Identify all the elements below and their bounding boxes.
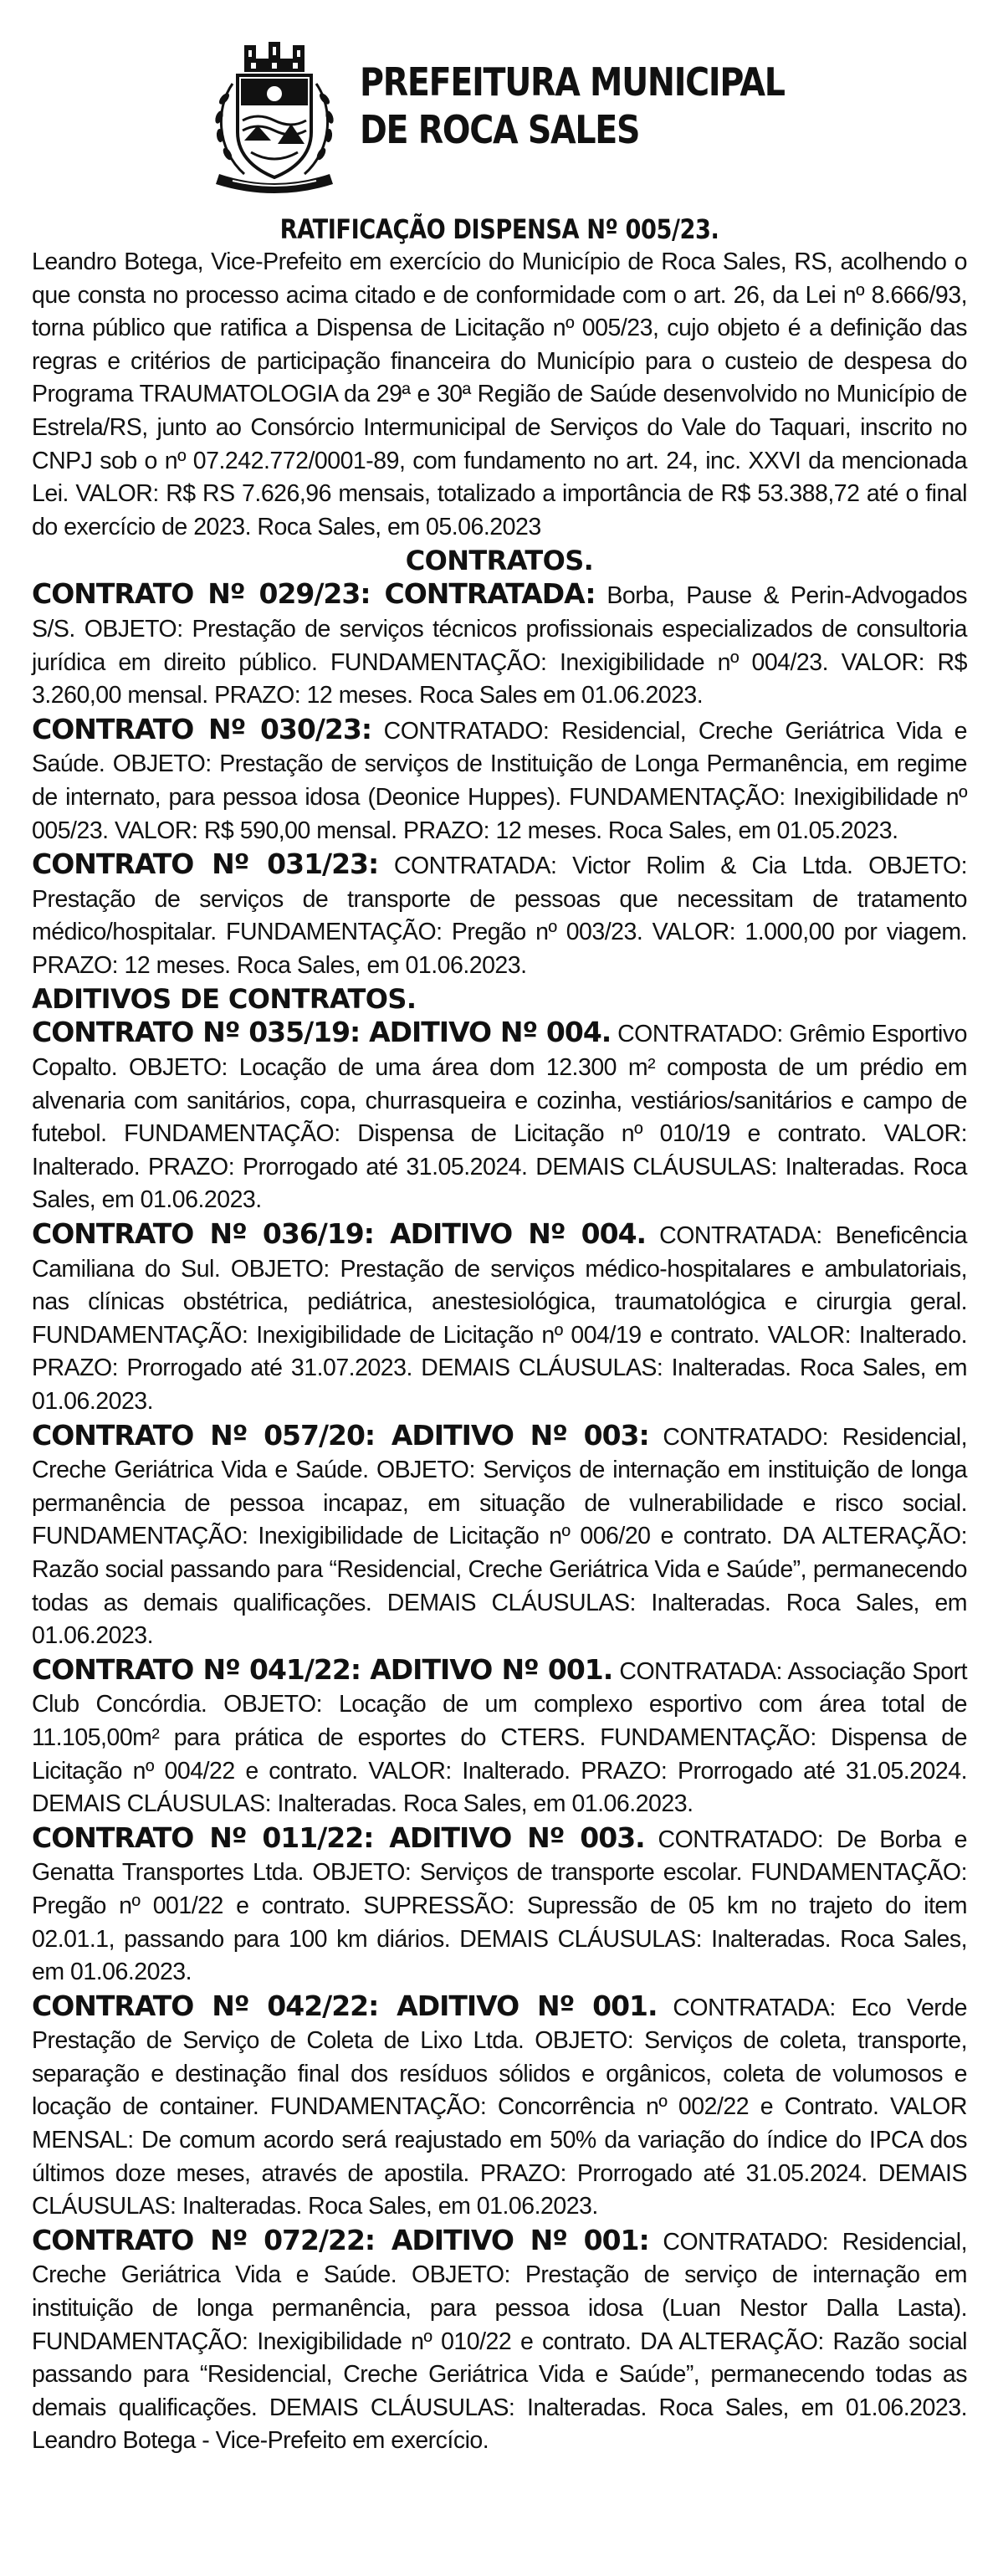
amendment-heading: CONTRATO Nº 072/22: ADITIVO Nº 001: xyxy=(32,2223,649,2256)
amendment-entry xyxy=(32,1419,967,1653)
amendment-heading: CONTRATO Nº 042/22: ADITIVO Nº 001. xyxy=(32,1989,658,2022)
amendment-heading: CONTRATO Nº 057/20: ADITIVO Nº 003: xyxy=(32,1418,649,1452)
amendment-entry xyxy=(32,1217,967,1419)
contract-text: CONTRATADO: Residencial, Creche Geriátrica Vida e Saúde. OBJETO: Prestação de serviços de Instituição de Longa Permanência, em regime de internato, para pessoa idosa (Deonice Huppes). FUNDAMENTAÇÃO: Inexigibilidade nº 005/23. VALOR: R$ 590,00 mensal. PRAZO: 12 meses. Roca Sales, em 01.05.2023. xyxy=(32,717,967,844)
amendment-entry xyxy=(32,1653,967,1821)
municipal-coat-of-arms-icon xyxy=(207,40,341,196)
amendment-heading: CONTRATO Nº 041/22: ADITIVO Nº 001. xyxy=(32,1652,613,1686)
amendment-text: CONTRATADA: Eco Verde Prestação de Serviço de Coleta de Lixo Ltda. OBJETO: Serviços de coleta, transporte, separação e destinação final dos resíduos sólidos e orgânicos, coleta de volumosos e locação de container. FUNDAMENTAÇÃO: Concorrência nº 002/22 e Contrato. VALOR MENSAL: De comum acordo será reajustado em 50% da variação do índice do IPCA dos últimos doze meses, através de apostila. PRAZO: Prorrogado até 31.05.2024. DEMAIS CLÁUSULAS: Inalteradas. Roca Sales, em 01.06.2023. xyxy=(32,1994,967,2220)
ratificacao-title: RATIFICAÇÃO DISPENSA Nº 005/23. xyxy=(279,213,719,245)
aditivos-title: ADITIVOS DE CONTRATOS. xyxy=(32,983,417,1016)
amendment-entry xyxy=(32,2224,967,2458)
amendment-text: CONTRATADO: Residencial, Creche Geriátrica Vida e Saúde. OBJETO: Prestação de serviço de internação em instituição de longa permanência, para pessoa idosa (Luan Nestor Dalla Lasta). FUNDAMENTAÇÃO: Inexigibilidade nº 010/22 e contrato. DA ALTERAÇÃO: Razão social passando para “Residencial, Creche Geriátrica Vida e Saúde”, permanecendo todas as demais qualificações. DEMAIS CLÁUSULAS: Inalteradas. Roca Sales, em 01.06.2023. Leandro Botega - Vice-Prefeito em exercício. xyxy=(32,2228,967,2455)
amendment-entry xyxy=(32,1990,967,2224)
contract-entry xyxy=(32,713,967,848)
amendment-text: CONTRATADO: Residencial, Creche Geriátrica Vida e Saúde. OBJETO: Serviços de internação em instituição de longa permanência de pessoa incapaz, em situação de vulnerabilidade e risco social. FUNDAMENTAÇÃO: Inexigibilidade de Licitação nº 006/20 e contrato. DA ALTERAÇÃO: Razão social passando para “Residencial, Creche Geriátrica Vida e Saúde”, permanecendo todas as demais qualificações. DEMAIS CLÁUSULAS: Inalteradas. Roca Sales, em 01.06.2023. xyxy=(32,1423,967,1650)
amendment-text: CONTRATADO: Grêmio Esportivo Copalto. OBJETO: Locação de uma área dom 12.300 m² composta de um prédio em alvenaria com sanitários, copa, churrasqueira e cozinha, vestiários/sanitários e campo de futebol. FUNDAMENTAÇÃO: Dispensa de Licitação nº 010/19 e contrato. VALOR: Inalterado. PRAZO: Prorrogado até 31.05.2024. DEMAIS CLÁUSULAS: Inalteradas. Roca Sales, em 01.06.2023. xyxy=(32,1021,967,1214)
publication-page xyxy=(32,40,967,2458)
amendment-heading: CONTRATO Nº 036/19: ADITIVO Nº 004. xyxy=(32,1217,647,1251)
organization-name-line2: DE ROCA SALES xyxy=(360,107,640,152)
amendment-entry xyxy=(32,1821,967,1990)
ratificacao-body: Leandro Botega, Vice-Prefeito em exercício do Município de Roca Sales, RS, acolhendo o que consta no processo acima citado e de conformidade com o art. 26, da Lei nº 8.666/93, torna público que ratifica a Dispensa de Licitação nº 005/23, cujo objeto é a definição das regras e critérios de participação financeira do Município para o custeio de despesa do Programa TRAUMATOLOGIA da 29ª e 30ª Região de Saúde desenvolvido no Município de Estrela/RS, junto ao Consórcio Intermunicipal de Serviços do Vale do Taquari, inscrito no CNPJ sob o nº 07.242.772/0001-89, com fundamento no art. 24, inc. XXVI da mencionada Lei. VALOR: R$ RS 7.626,96 mensais, totalizado a importância de R$ 53.388,72 até o final do exercício de 2023. Roca Sales, em 05.06.2023 xyxy=(32,248,967,540)
contract-heading: CONTRATO Nº 031/23: xyxy=(32,848,379,881)
contract-heading: CONTRATO Nº 029/23: CONTRATADA: xyxy=(32,577,596,611)
organization-name-line1: PREFEITURA MUNICIPAL xyxy=(360,59,785,105)
amendment-text: CONTRATADA: Beneficência Camiliana do Sul. OBJETO: Prestação de serviços médico-hospitalares e ambulatoriais, nas clínicas obstétrica, pediátrica, anestesiológica, traumatológica e cirurgia geral. FUNDAMENTAÇÃO: Inexigibilidade de Licitação nº 004/19 e contrato. VALOR: Inalterado. PRAZO: Prorrogado até 31.07.2023. DEMAIS CLÁUSULAS: Inalteradas. Roca Sales, em 01.06.2023. xyxy=(32,1222,967,1415)
organization-name xyxy=(360,59,785,154)
contract-entry xyxy=(32,577,967,712)
amendment-entry xyxy=(32,1016,967,1217)
contract-entry xyxy=(32,848,967,982)
header xyxy=(32,40,967,196)
contract-text: CONTRATADA: Victor Rolim & Cia Ltda. OBJETO: Prestação de serviços de transporte de pessoas que necessitam de tratamento médico/hospitalar. FUNDAMENTAÇÃO: Pregão nº 003/23. VALOR: 1.000,00 por viagem. PRAZO: 12 meses. Roca Sales, em 01.06.2023. xyxy=(32,853,967,979)
amendment-heading: CONTRATO Nº 011/22: ADITIVO Nº 003. xyxy=(32,1821,645,1854)
contract-text: Borba, Pause & Perin-Advogados S/S. OBJETO: Prestação de serviços técnicos profissionais especializados de consultoria jurídica em direito público. FUNDAMENTAÇÃO: Inexigibilidade nº 004/23. VALOR: R$ 3.260,00 mensal. PRAZO: 12 meses. Roca Sales em 01.06.2023. xyxy=(32,582,967,709)
amendment-text: CONTRATADA: Associação Sport Club Concórdia. OBJETO: Locação de um complexo esportivo com área total de 11.105,00m² para prática de esportes do CTERS. FUNDAMENTAÇÃO: Dispensa de Licitação nº 004/22 e contrato. VALOR: Inalterado. PRAZO: Prorrogado até 31.05.2024. DEMAIS CLÁUSULAS: Inalteradas. Roca Sales, em 01.06.2023. xyxy=(32,1657,967,1818)
amendment-heading: CONTRATO Nº 035/19: ADITIVO Nº 004. xyxy=(32,1016,612,1049)
contratos-title: CONTRATOS. xyxy=(405,545,594,577)
amendment-text: CONTRATADO: De Borba e Genatta Transportes Ltda. OBJETO: Serviços de transporte escolar. FUNDAMENTAÇÃO: Pregão nº 001/22 e contrato. SUPRESSÃO: Supressão de 05 km no trajeto do item 02.01.1, passando para 100 km diários. DEMAIS CLÁUSULAS: Inalteradas. Roca Sales, em 01.06.2023. xyxy=(32,1826,967,1986)
contract-heading: CONTRATO Nº 030/23: xyxy=(32,712,372,745)
